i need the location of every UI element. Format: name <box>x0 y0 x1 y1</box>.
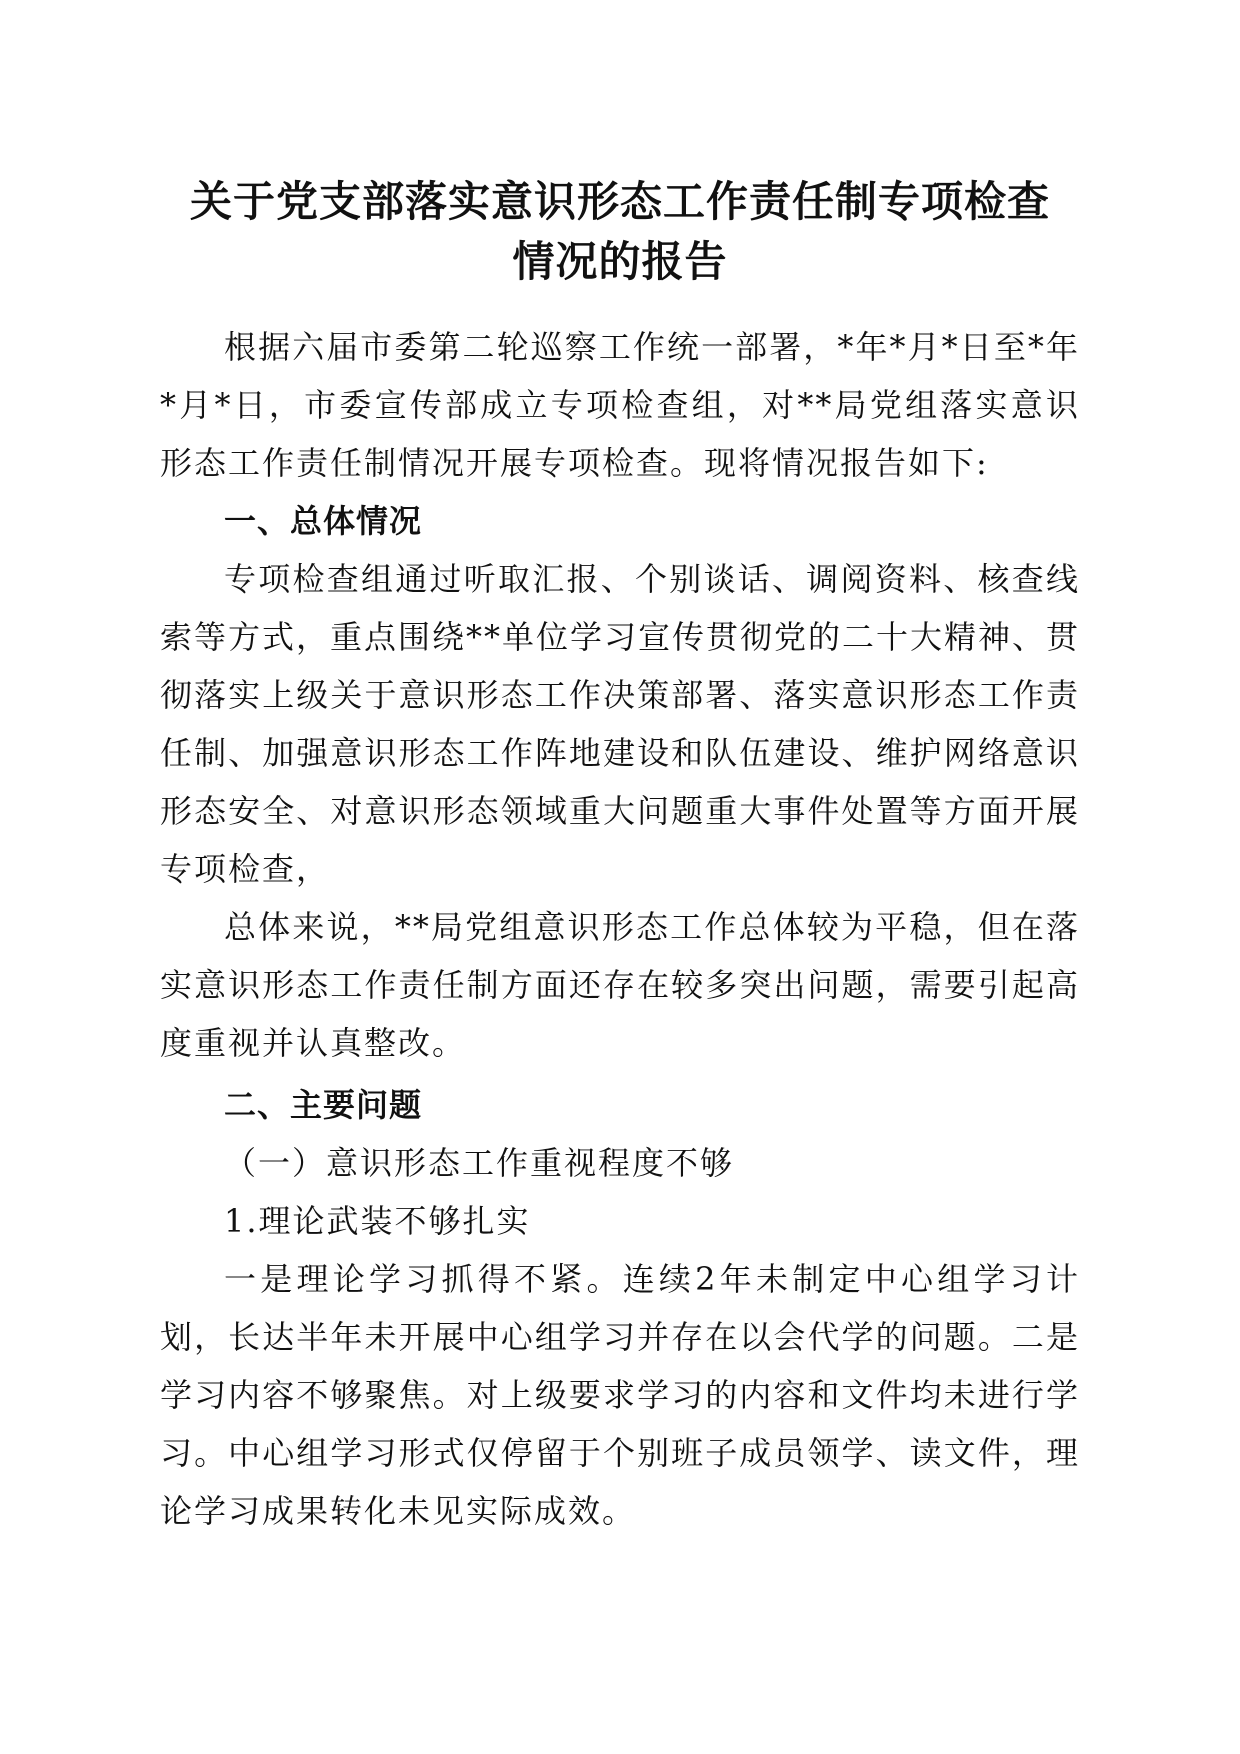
title-line-2: 情况的报告 <box>512 237 728 286</box>
overview-paragraph-1: 专项检查组通过听取汇报、个别谈话、调阅资料、核查线索等方式，重点围绕**单位学习宣传贯彻党的二十大精神、贯彻落实上级关于意识形态工作决策部署、落实意识形态工作责任制、加强意识形态工作阵地建设和队伍建设、维护网络意识形态安全、对意识形态领域重大问题重大事件处置等方面开展专项检查， <box>160 560 1081 888</box>
intro-paragraph: 根据六届市委第二轮巡察工作统一部署，*年*月*日至*年*月*日，市委宣传部成立专项检查组，对**局党组落实意识形态工作责任制情况开展专项检查。现将情况报告如下: <box>160 328 1080 482</box>
title-line-1: 关于党支部落实意识形态工作责任制专项检查 <box>189 177 1050 226</box>
overview-paragraph-2: 总体来说，**局党组意识形态工作总体较为平稳，但在落实意识形态工作责任制方面还存在较多突出问题，需要引起高度重视并认真整改。 <box>160 908 1080 1062</box>
item-heading-1: 1.理论武装不够扎实 <box>224 1202 531 1240</box>
document-body <box>160 172 1080 1540</box>
section-heading-problems: 二、主要问题 <box>224 1086 423 1124</box>
document-title <box>160 172 1080 292</box>
problems-paragraph-1: 一是理论学习抓得不紧。连续2年未制定中心组学习计划，长达半年未开展中心组学习并存在以会代学的问题。二是学习内容不够聚焦。对上级要求学习的内容和文件均未进行学习。中心组学习形式仅停留于个别班子成员领学、读文件，理论学习成果转化未见实际成效。 <box>160 1260 1080 1530</box>
subsection-heading-1: （一）意识形态工作重视程度不够 <box>224 1144 735 1182</box>
section-heading-overview: 一、总体情况 <box>224 502 423 540</box>
